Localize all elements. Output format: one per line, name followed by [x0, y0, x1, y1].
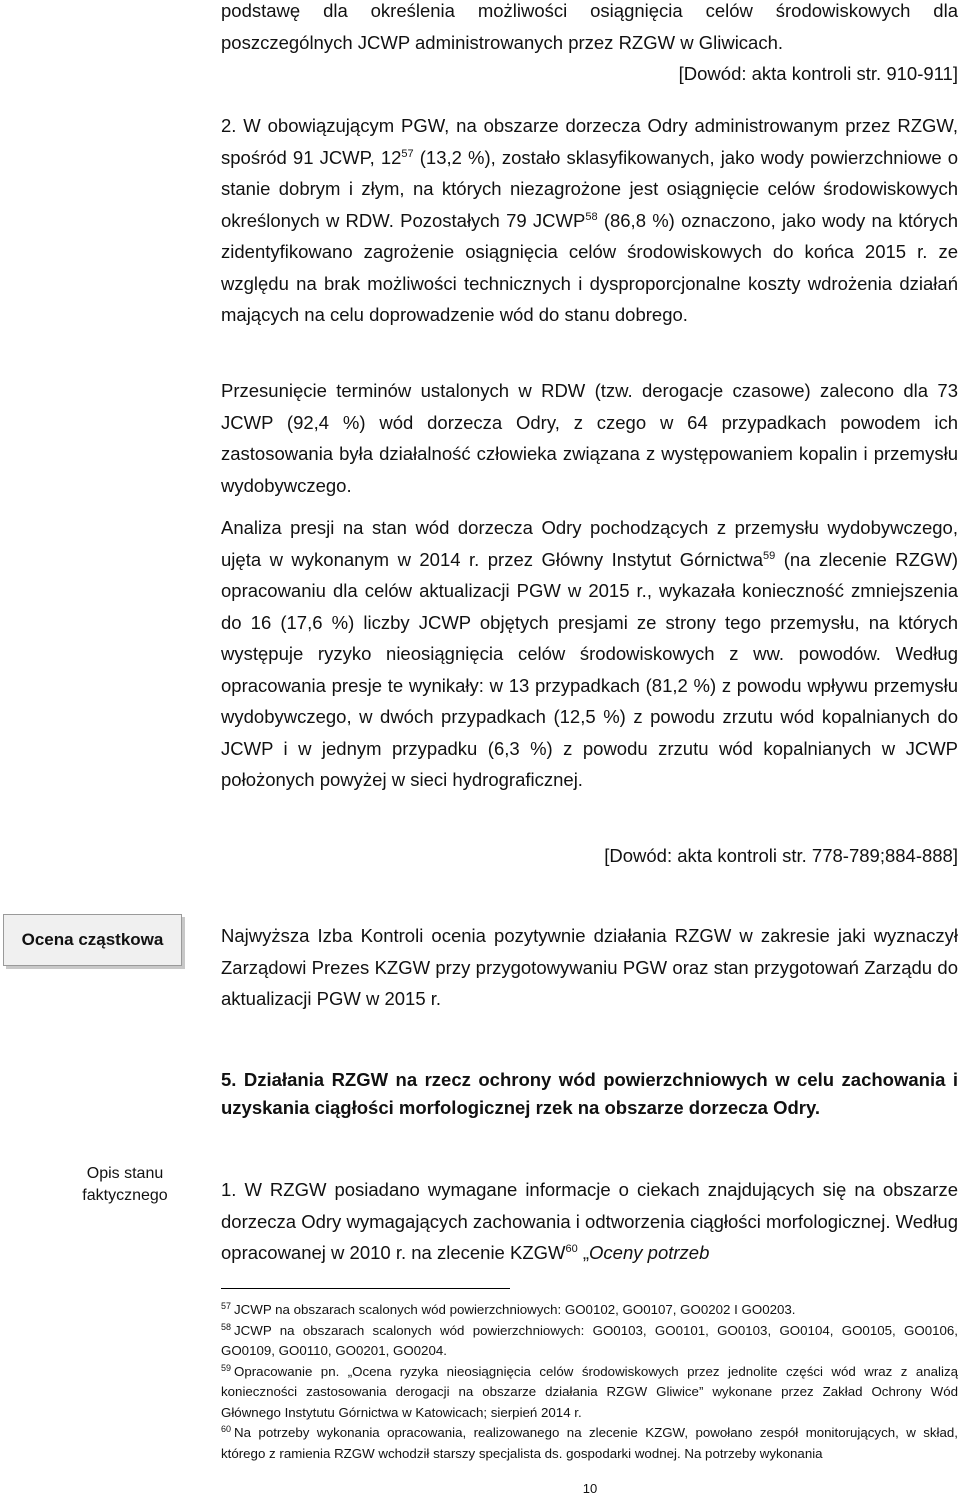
text-run: (13,2 %), zostało sklasyfikowanych, jako wody powierzchniowe o stanie dobrym i złym, na których niezagrożone jest osiągnięcie celów środowiskowych określonych w RDW. Pozostałych 79 JCWP — [221, 146, 958, 231]
section-5-heading-block — [221, 1066, 958, 1122]
footnote-text: Na potrzeby wykonania opracowania, realizowanego na zlecenie KZGW, powołano zespół monitorujących, w skład, którego z ramienia RZGW wchodził starszy specjalista ds. gospodarki wodnej. Na potrzeby wykonania — [221, 1425, 958, 1461]
footnote-text: JCWP na obszarach scalonych wód powierzchniowych: GO0103, GO0101, GO0103, GO0104, GO0105, GO0106, GO0109, GO0110, GO0201, GO0204. — [221, 1322, 958, 1358]
assessment-text-block — [221, 920, 958, 1015]
paragraph-section5-point1 — [221, 1174, 958, 1269]
footnote-text: JCWP na obszarach scalonych wód powierzchniowych: GO0102, GO0107, GO0202 I GO0203. — [234, 1302, 796, 1317]
body-text-point2 — [221, 110, 958, 331]
evidence-reference-2: [Dowód: akta kontroli str. 778-789;884-888] — [604, 845, 958, 866]
footnote-number: 57 — [221, 1301, 232, 1311]
assessment-text: Najwyższa Izba Kontroli ocenia pozytywnie działania RZGW w zakresie jaki wyznaczył Zarządowi Prezes KZGW przy przygotowywaniu PGW oraz stan przygotowań Zarządu do aktualizacji PGW w 2015 r. — [221, 925, 958, 1009]
evidence-reference: [Dowód: akta kontroli str. 910-911] — [678, 63, 958, 84]
text-run: (na zlecenie RZGW) opracowaniu dla celów aktualizacji PGW w 2015 r., wykazała konieczność zmniejszenia do 16 (17,6 %) liczby JCWP objętych presjami ze strony tego przemysłu, na których występuje ryzyko nieosiągnięcia celów środowiskowych z ww. powodów. Według opracowania presje te wynikały: w 13 przypadkach (81,2 %) z powodu wpływu przemysłu wydobywczego, w dwóch przypadkach (12,5 %) z powodu zrzutu wód kopalnianych do JCWP i w jednym przypadku (6,3 %) z powodu zrzutu wód kopalnianych w JCWP położonych powyżej w sieci hydrograficznej. — [221, 548, 958, 790]
footnote-separator — [221, 1288, 510, 1289]
text-run: „ — [577, 1242, 590, 1263]
footnote-59 — [221, 1362, 958, 1424]
footnote-ref-60[interactable]: 60 — [565, 1243, 578, 1255]
footnote-text: Opracowanie pn. „Ocena ryzyka nieosiągnięcia celów środowiskowych przez jednolite części wód wraz z analizą konieczności zastosowania derogacji na obszarze działania RZGW Gliwice” wykonane przez Zakład Ochrony Wód Głównego Instytutu Górnictwa w Katowicach; sierpień 2014 r. — [221, 1363, 958, 1420]
footnote-ref-57[interactable]: 57 — [401, 147, 414, 160]
footnote-57 — [221, 1300, 958, 1321]
page-number: 10 — [582, 1481, 598, 1496]
assessment-label: Ocena cząstkowa — [21, 930, 164, 949]
footnote-60 — [221, 1423, 958, 1464]
assessment-label-box — [3, 914, 182, 966]
footnotes — [221, 1300, 958, 1464]
side-label-facts — [60, 1163, 190, 1207]
footnote-ref-59[interactable]: 59 — [763, 549, 776, 562]
section-heading: 5. Działania RZGW na rzecz ochrony wód powierzchniowych w celu zachowania i uzyskania ciągłości morfologicznej rzek na obszarze dorzecza Odry. — [221, 1069, 958, 1118]
paragraph-point-2 — [221, 110, 958, 331]
text-run: Analiza presji na stan wód dorzecza Odry pochodzących z przemysłu wydobywczego, ujęta w wykonanym w 2014 r. przez Główny Instytut Górnictwa — [221, 517, 958, 570]
body-text-derogations — [221, 375, 958, 501]
body-text-analysis — [221, 512, 958, 796]
side-label-line-1: Opis stanu — [86, 1165, 164, 1182]
footnote-ref-58[interactable]: 58 — [585, 210, 598, 223]
side-label-line-2: faktycznego — [82, 1187, 168, 1204]
footnote-number: 58 — [221, 1321, 232, 1332]
footnote-number: 60 — [221, 1424, 232, 1434]
paragraph-derogations: Przesunięcie terminów ustalonych w RDW (tzw. derogacje czasowe) zalecono dla 73 JCWP (92,4 %) wód dorzecza Odry, z czego w 64 przypadkach powodem ich zastosowania była działalność człowieka związana z występowaniem kopalin i przemysłu wydobywczego. — [221, 380, 958, 496]
paragraph-continued: podstawę dla określenia możliwości osiągnięcia celów środowiskowych dla poszczególnych JCWP administrowanych przez RZGW w Gliwicach. — [221, 0, 958, 53]
italic-title: Oceny potrzeb — [589, 1242, 710, 1263]
text-run: 1. W RZGW posiadano wymagane informacje o ciekach znajdujących się na obszarze dorzecza Odry wymagających zachowania i odtworzenia ciągłości morfologicznej. Według opracowanej w 2010 r. na zlecenie KZGW — [221, 1179, 958, 1263]
paragraph-analysis — [221, 512, 958, 796]
text-run: 2. W obowiązującym PGW, na obszarze dorzecza Odry administrowanym przez RZGW, spośród 91 JCWP, 12 — [221, 115, 958, 168]
body-text-top — [221, 0, 958, 90]
footnote-number: 59 — [221, 1362, 232, 1373]
section-5-body — [221, 1174, 958, 1269]
footnote-58 — [221, 1321, 958, 1362]
text-run: (86,8 %) oznaczono, jako wody na których zidentyfikowano zagrożenie osiągnięcia celów środowiskowych do końca 2015 r. ze względu na brak możliwości technicznych i dysproporcjonalne koszty wdrożenia działań mających na celu doprowadzenie wód do stanu dobrego. — [221, 209, 958, 325]
body-text-evidence2 — [221, 840, 958, 872]
